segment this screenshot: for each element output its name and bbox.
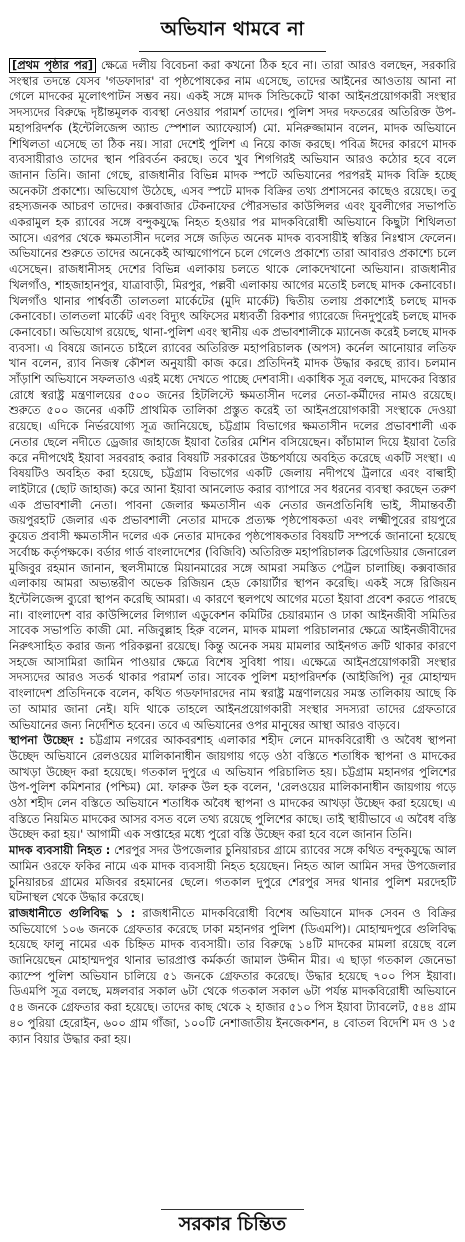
subhead-trader-killed: মাদক ব্যবসায়ী নিহত : xyxy=(9,844,111,858)
text-capital-shot: রাজধানীতে মাদকবিরোধী বিশেষ অভিযানে মাদক সেবন ও বিক্রির অভিযোগে ১০৬ জনকে গ্রেফতার করেছে ঢাকা মহানগর পুলিশ (ডিএমপি)। মোহাম্মদপুরে গুলিবিদ্ধ হয়েছে ফালু নামের এক চিহ্নিত মাদক ব্যবসায়ী। তার বিরুদ্ধে ১৪টি মাদকের মামলা রয়েছে বলে জানিয়েছেন মোহাম্মদপুর থানার ভারপ্রাপ্ত কর্মকর্তা জামাল উদ্দীন মীর। এ ছাড়া গতকাল জেনেভা ক্যাম্পে পুলিশ অভিযান চালিয়ে ৫১ জনকে গ্রেফতার করেছে। উদ্ধার হয়েছে ৭০০ পিস ইয়াবা। ডিএমপি সূত্র বলছে, মঙ্গলবার সকাল ৬টা থেকে গতকাল সকাল ৬টা পর্যন্ত মাদকবিরোধী অভিযানে ৫৪ জনকে গ্রেফতার করা হয়েছে। তাদের কাছ থেকে ২ হাজার ৫১০ পিস ইয়াবা ট্যাবলেট, ৫৪৪ গ্রাম ৪০ পুরিয়া হেরোইন, ৬০০ গ্রাম গাঁজা, ১০০টি নেশাজাতীয় ইনজেকশন, ৪ বোতল বিদেশি মদ ও ১৫ ক্যান বিয়ার উদ্ধার করা হয়। xyxy=(9,906,456,1046)
text-trader-killed: শেরপুর সদর উপজেলার চুনিয়ারচর গ্রামে র‍্যাবের সঙ্গে কথিত বন্দুকযুদ্ধে আল আমিন ওরফে ফকির নামে এক মাদক ব্যবসায়ী নিহত হয়েছেন। নিহত আল আমিন সদর উপজেলার চুনিয়ারচর গ্রামের মজিবর রহমানের ছেলে। গতকাল দুপুরে শেরপুর সদর থানার পুলিশ মরদেহটি ঘটনাস্থল থেকে উদ্ধার করেছে। xyxy=(9,844,456,905)
section-establishment-eviction xyxy=(9,733,456,843)
subhead-capital-shot: রাজধানীতে গুলিবিদ্ধ ১ : xyxy=(9,906,136,920)
section-trader-killed xyxy=(9,843,456,906)
intro-paragraph xyxy=(9,58,456,733)
headline-wrap xyxy=(9,14,456,52)
text-eviction: চট্টগ্রাম নগরের আকবরশাহ এলাকার শহীদ লেনে মাদকবিরোধী ও অবৈধ স্থাপনা উচ্ছেদ অভিযানে রেলওয়ের মালিকানাধীন জায়গায় গড়ে ওঠা বস্তিতে শতাধিক স্থাপনা ও মাদকের আখড়া উচ্ছেদ করা হয়েছে। গতকাল দুপুরে এ অভিযান পরিচালিত হয়। চট্টগ্রাম মহানগর পুলিশের উপ-পুলিশ কমিশনার (পশ্চিম) মো. ফারুক উল হক বলেন, 'রেলওয়ের মালিকানাধীন জায়গায় গড়ে ওঠা শহীদ লেন বস্তিতে অভিযানে শতাধিক অবৈধ স্থাপনা ও মাদকের আখড়া উচ্ছেদ করা হয়েছে। এ বস্তিতে নিয়মিত মাদকের আসর বসত বলে তথ্য রয়েছে পুলিশের কাছে। তাই স্থায়ীভাবে এ অবৈধ বস্তি উচ্ছেদ করা হয়।' আগামী এক সপ্তাহের মধ্যে পুরো বস্তি উচ্ছেদ করা হবে বলে জানান তিনি। xyxy=(9,734,457,842)
next-headline-text: সরকার চিন্তিত xyxy=(161,1209,304,1242)
jump-tag: [প্রথম পৃষ্ঠার পর] xyxy=(9,58,96,73)
next-article-headline xyxy=(0,1209,465,1242)
article-body xyxy=(9,58,456,1047)
section-capital-shot xyxy=(9,906,456,1047)
subhead-eviction: স্থাপনা উচ্ছেদ : xyxy=(9,734,84,748)
article-headline: অভিযান থামবে না xyxy=(139,14,327,52)
intro-text: ক্ষেত্রে দলীয় বিবেচনা করা কখনো ঠিক হবে না। তারা আরও বলছেন, সরকারি সংস্থার তদন্তে যেসব 'গডফাদার' বা পৃষ্ঠপোষকের নাম এসেছে, তাদের আইনের আওতায় আনা না গেলে মাদকের মূলোৎপাটন সম্ভব নয়। একই সঙ্গে মাদক সিন্ডিকেটে থাকা আইনপ্রয়োগকারী সংস্থার সদস্যদের বিরুদ্ধে দৃষ্টান্তমূলক ব্যবস্থা নেওয়ার পরামর্শ তাদের। পুলিশ সদর দফতরের অতিরিক্ত উপ-মহাপরিদর্শক (ইন্টেলিজেন্স অ্যান্ড স্পেশাল অ্যাফেয়ার্স) মো. মনিরুজ্জামান বলেন, মাদক অভিযানে শিথিলতা এসেছে তা ঠিক নয়। সারা দেশেই পুলিশ এ নিয়ে কাজ করছে। পবিত্র ঈদের কারণে মাদক ব্যবসায়ীরাও তাদের স্থান পরিবর্তন করছে। তবে খুব শিগগিরই অভিযান আরও কঠোর হবে বলে জানান তিনি। জানা গেছে, রাজধানীর বিভিন্ন মাদক স্পটে অভিযানের পরপরই মাদক বিক্রি হচ্ছে অনেকটা প্রকাশ্যে। অভিযোগ উঠেছে, এসব স্পটে মাদক বিক্রির তথ্য প্রশাসনের কাছেও রয়েছে। তবু রহস্যজনক আচরণ তাদের। কক্সবাজার টেকনাফের পৌরসভার কাউন্সিলর এবং যুবলীগের সভাপতি একরামুল হক র‍্যাবের সঙ্গে বন্দুকযুদ্ধে নিহত হওয়ার পর মাদকবিরোধী অভিযানে কিছুটা শিথিলতা আসে। এরপর থেকে ক্ষমতাসীন দলের সঙ্গে জড়িত অনেক মাদক ব্যবসায়ীই স্বস্তির নিঃশ্বাস ফেলেন। অভিযানের শুরুতে তাদের অনেকেই আত্মগোপনে চলে গেলেও প্রকাশ্যে তারা আবারও প্রকাশ্যে চলে এসেছেন। রাজধানীসহ দেশের বিভিন্ন এলাকায় চলতে থাকে লোকদেখানো অভিযান। রাজধানীর খিলগাঁও, শাহজাহানপুর, যাত্রাবাড়ী, মিরপুর, পল্লবী এলাকায় আগের মতোই চলছে মাদক কেনাবেচা। খিলগাঁও থানার পার্শ্ববর্তী তালতলা মার্কেটের (মুদি মার্কেট) দ্বিতীয় তলায় প্রকাশ্যেই চলছে মাদক কেনাবেচা। তালতলা মার্কেট এবং বিদ্যুৎ অফিসের মধ্যবর্তী রিকশার গ্যারেজে দিনদুপুরেই চলছে মাদক কেনাবেচা। অভিযোগ রয়েছে, থানা-পুলিশ এবং স্থানীয় এক প্রভাবশালীকে ম্যানেজ করেই চলছে মাদক ব্যবসা। এ বিষয়ে জানতে চাইলে র‍্যাবের অতিরিক্ত মহাপরিচালক (অপস) কর্নেল আনোয়ার লতিফ খান বলেন, র‍্যাব নিজস্ব কৌশল অনুযায়ী কাজ করে। প্রতিদিনই মাদক উদ্ধার করছে র‍্যাব। চলমান সাঁড়াশি অভিযানে সফলতাও এরই মধ্যে দেখতে পাচ্ছে দেশবাসী। একাধিক সূত্র বলছে, মাদকের বিস্তার রোধে স্বরাষ্ট্র মন্ত্রণালয়ের ৫০০ জনের হিটলিস্টে ক্ষমতাসীন দলের নেতা-কর্মীদের নামও রয়েছে। শুরুতে ৫০০ জনের একটি প্রাথমিক তালিকা প্রস্তুত করেই তা আইনপ্রয়োগকারী সংস্থাকে দেওয়া রয়েছে। এদিকে নির্ভরযোগ্য সূত্র জানিয়েছে, চট্টগ্রাম বিভাগের ক্ষমতাসীন দলের প্রভাবশালী এক নেতার ছেলে নদীতে ড্রেজার জাহাজে ইয়াবা তৈরির মেশিন বসিয়েছেন। কাঁচামাল দিয়ে ইয়াবা তৈরি করে নদীপথেই ইয়াবা সরবরাহ করার বিষয়টি সরকারের উচ্চপর্যায়ে অবহিত করেছে একটি সংস্থা। এ বিষয়টিও অবহিত করা হয়েছে, চট্টগ্রাম বিভাগের একটি জেলায় নদীপথে ট্রলারে এবং বাল্বাহী লাইটারে (ছোট জাহাজ) করে আনা ইয়াবা আনলোড করার ব্যাপারে সব ধরনের ব্যবস্থা করছেন তরুণ এক প্রভাবশালী নেতা। পাবনা জেলার ক্ষমতাসীন এক নেতার জনপ্রতিনিধি ভাই, সীমান্তবর্তী জয়পুরহাট জেলার এক প্রভাবশালী নেতার মাদকে প্রত্যক্ষ পৃষ্ঠপোষকতা এবং লক্ষ্মীপুরের রায়পুরে কুয়েত প্রবাসী ক্ষমতাসীন দলের এক নেতার মাদকের পৃষ্ঠপোষকতার বিষয়টি সম্পর্কে জানানো হয়েছে সর্বোচ্চ কর্তৃপক্ষকে। বর্ডার গার্ড বাংলাদেশের (বিজিবি) অতিরিক্ত মহাপরিচালক ব্রিগেডিয়ার জেনারেল মুজিবুর রহমান জানান, স্থলসীমান্তে মিয়ানমারের সঙ্গে আমরা সমস্তিত পেট্রল চালাচ্ছি। কক্সবাজার এলাকায় আমরা অভ্যন্তরীণ অভেক রিজিয়ন হেড কোয়ার্টার স্থাপন করেছি। একই সঙ্গে রিজিয়ন ইন্টেলিজেন্স ব্যুরো স্থাপন করেছি আমরা। এ কারণে স্থলপথে আগের মতো ইয়াবা প্রবেশ করতে পারছে না। বাংলাদেশ বার কাউন্সিলের লিগ্যাল এডুকেশন কমিটির চেয়ারম্যান ও ঢাকা আইনজীবী সমিতির সাবেক সভাপতি কাজী মো. নজিবুল্লাহ হিরু বলেন, মাদক মামলা পরিচালনার ক্ষেত্রে আইনজীবীদের নিরুৎসাহিত করার জন্য পরিকল্পনা রয়েছে। কিন্তু অনেক সময় মামলার আইনগত ক্রটি থাকার কারণে সহজে আসামিরা জামিন পাওয়ার ক্ষেত্রে বিশেষ সুবিধা পায়। এক্ষেত্রে আইনপ্রয়োগকারী সংস্থার সদস্যদের আরও সতর্ক থাকার পরামর্শ তার। সাবেক পুলিশ মহাপরিদর্শক (আইজিপি) নূর মোহাম্মদ বাংলাদেশ প্রতিদিনকে বলেন, কথিত গডফাদারদের নাম স্বরাষ্ট্র মন্ত্রণালয়ের সমস্ত তালিকায় আছে কি তা আমার জানা নেই। যদি থাকে তাহলে আইনপ্রয়োগকারী সংস্থার সদস্যরা তাদের গ্রেফতারে অভিযানের জন্য নির্দেশিত হবেন। তবে এ অভিযানের ওপর মানুষের আস্থা আরও বাড়বে। xyxy=(9,59,456,732)
